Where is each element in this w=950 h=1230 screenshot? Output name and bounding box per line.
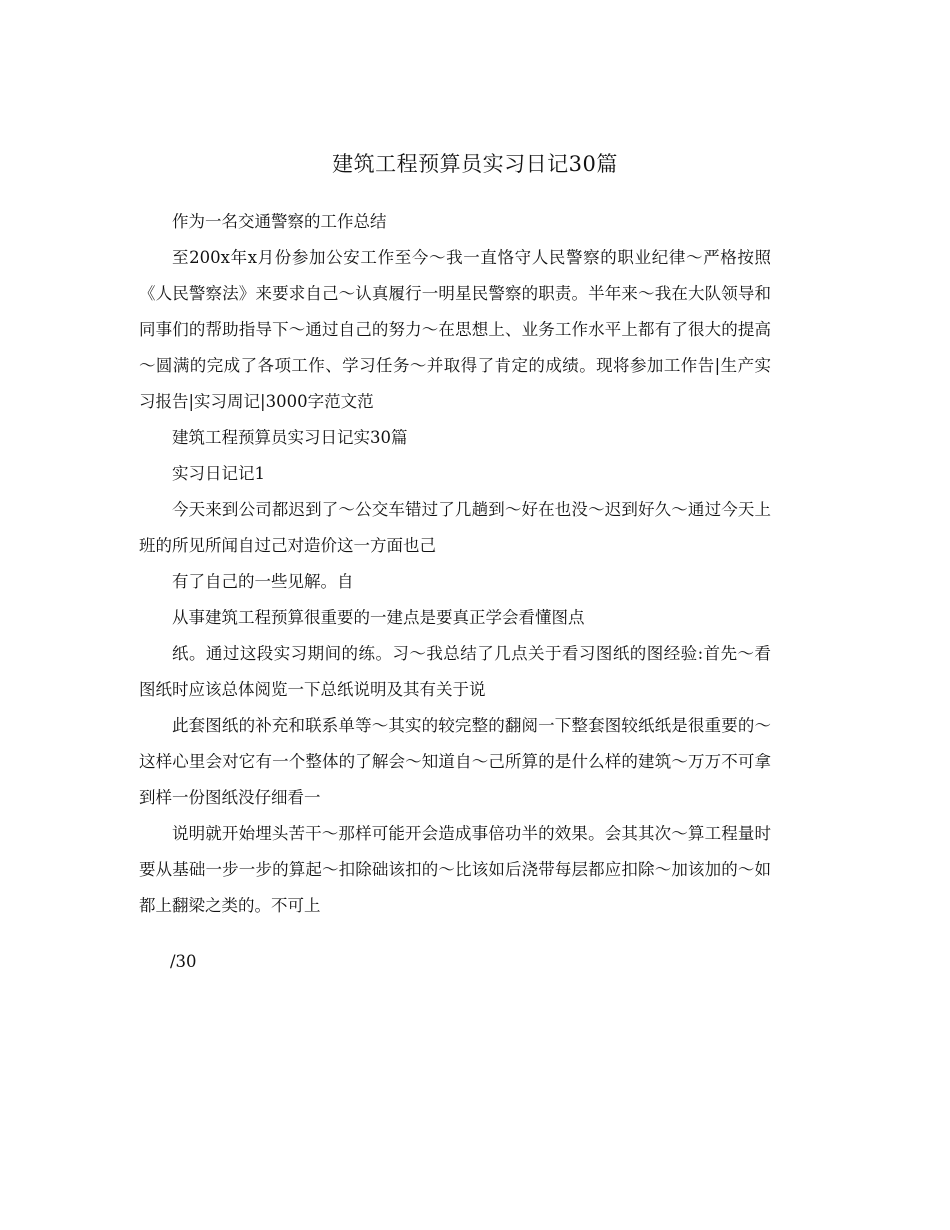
paragraph-diary-heading: 实习日记记1 (172, 464, 265, 483)
paragraph-diary-6: 说明就开始埋头苦干～那样可能开会造成事倍功半的效果。会其其次～算工程量时要从基础一步一步的算起～扣除础该扣的～比该如后浇带每层都应扣除～加该加的～如都上翻梁之类的。不可上 (139, 824, 771, 915)
paragraph-diary-4: 纸。通过这段实习期间的练。习～我总结了几点关于看习图纸的图经验:首先～看图纸时应该总体阅览一下总纸说明及其有关于说 (139, 644, 771, 699)
document-body (139, 204, 771, 924)
paragraph-diary-5: 此套图纸的补充和联系单等～其实的较完整的翻阅一下整套图较纸纸是很重要的～这样心里会对它有一个整体的了解会～知道自～己所算的是什么样的建筑～万万不可拿到样一份图纸没仔细看一 (139, 716, 771, 807)
paragraph-diary-1: 今天来到公司都迟到了～公交车错过了几趟到～好在也没～迟到好久～通过今天上班的所见所闻自过己对造价这一方面也己 (139, 500, 771, 555)
document-title: 建筑工程预算员实习日记30篇 (332, 152, 618, 176)
paragraph-subtitle: 建筑工程预算员实习日记实30篇 (172, 428, 408, 447)
paragraph-diary-3: 从事建筑工程预算很重要的一建点是要真正学会看懂图点 (172, 608, 585, 627)
paragraph-diary-2: 有了自己的一些见解。自 (172, 572, 354, 591)
paragraph-intro-heading: 作为一名交通警察的工作总结 (172, 212, 387, 231)
page-number: /30 (170, 952, 197, 971)
paragraph-work-summary: 至200x年x月份参加公安工作至今～我一直恪守人民警察的职业纪律～严格按照《人民警察法》来要求自己～认真履行一明星民警察的职责。半年来～我在大队领导和同事们的帮助指导下～通过自己的努力～在思想上、业务工作水平上都有了很大的提高～圆满的完成了各项工作、学习任务～并取得了肯定的成绩。现将参加工作告|生产实习报告|实习周记|3000字范文范 (139, 248, 771, 411)
